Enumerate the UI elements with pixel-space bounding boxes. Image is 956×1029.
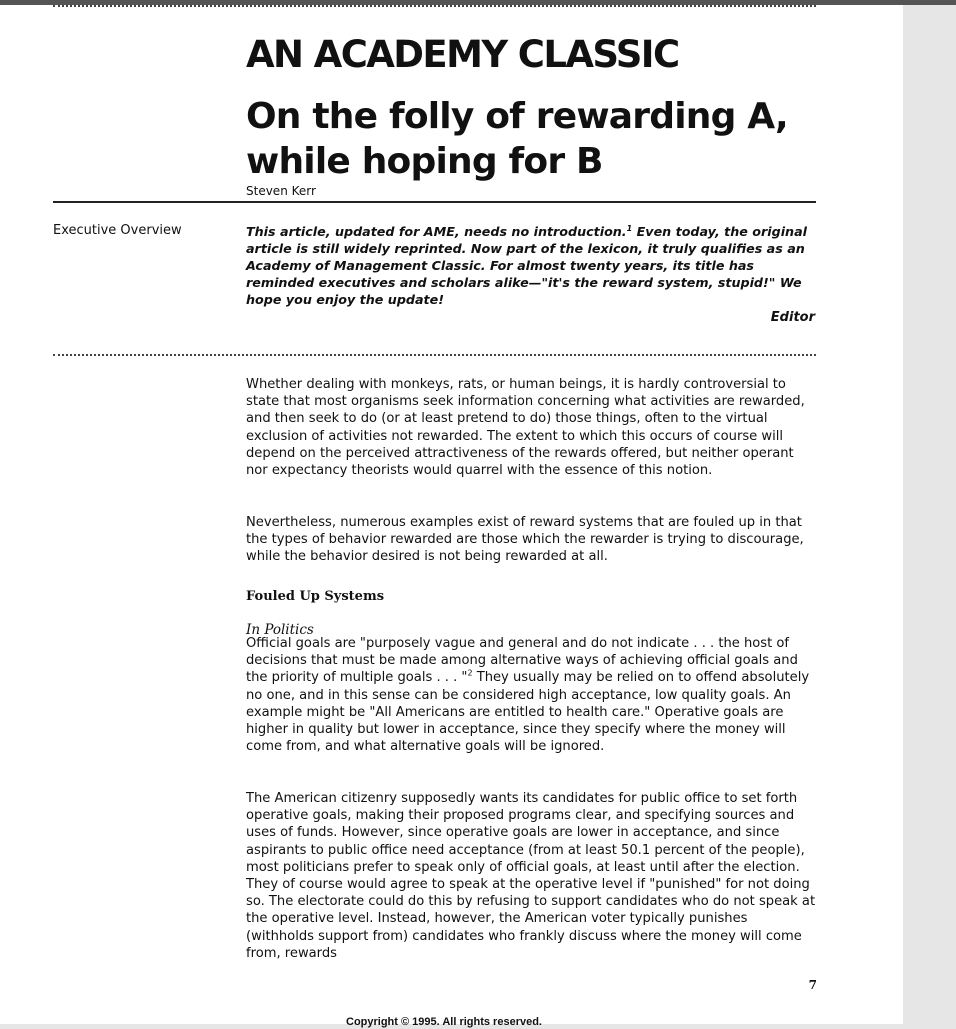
subsection-heading: In Politics: [246, 622, 314, 638]
author-name: Steven Kerr: [246, 184, 316, 198]
body-paragraph-1: Whether dealing with monkeys, rats, or human beings, it is hardly controversial to state that most organisms seek information concerning what activities are rewarded, and then seek to do (or at least pretend to do) those things, often to the virtual exclusion of activities not rewarded. The extent to which this occurs of course will depend on the perceived attractiveness of the rewards offered, but neither operant nor expectancy theorists would quarrel with the essence of this notion.: [246, 377, 805, 479]
footnote-marker-1: 1: [626, 223, 633, 233]
paragraph-3-end: They usually may be relied on to offend absolutely no one, and in this sense can be considered high acceptance, low quality goals. An example might be "All Americans are entitled to health care." Operative goals are higher in quality but lower in acceptance, since they specify where the money will come from, and what alternative goals will be ignored.: [246, 670, 810, 755]
overview-text-start: This article, updated for AME, needs no introduction.: [246, 224, 627, 239]
body-paragraph-4: The American citizenry supposedly wants its candidates for public office to set forth operative goals, making their proposed programs clear, and specifying sources and uses of funds. However, since operative goals are lower in acceptance, and since aspirants to public office need acceptance (from at least 50.1 percent of the people), most politicians prefer to speak only of official goals, at least until after the election. They of course would agree to speak at the operative level if "punished" for not doing so. The electorate could do this by refusing to support candidates who do not speak at the operative level. Instead, however, the American voter typically punishes (withholds support from) candidates who frankly discuss where the money will come from, rewards: [246, 791, 816, 961]
executive-overview-label: Executive Overview: [53, 223, 182, 238]
page-number: 7: [808, 978, 817, 992]
series-kicker: AN ACADEMY CLASSIC: [246, 33, 679, 76]
top-dotted-rule: [53, 5, 816, 7]
copyright-notice: Copyright © 1995. All rights reserved.: [346, 1016, 542, 1028]
article-title: On the folly of rewarding A, while hoping for B: [246, 96, 788, 182]
editor-signature: Editor: [770, 310, 815, 325]
section-heading: Fouled Up Systems: [246, 589, 385, 604]
document-page: [0, 5, 903, 1028]
overview-text-end: Even today, the original article is still widely reprinted. Now part of the lexicon, it truly qualifies as an Academy of Management Classic. For almost twenty years, its title has reminded executives and scholars alike—"it's the reward system, stupid!" We hope you enjoy the update!: [246, 224, 807, 308]
body-paragraph-2: Nevertheless, numerous examples exist of reward systems that are fouled up in that the types of behavior rewarded are those which the rewarder is trying to discourage, while the behavior desired is not being rewarded at all.: [246, 515, 804, 565]
footnote-marker-2: 2: [467, 669, 473, 679]
paragraph-3-start: Official goals are "purposely vague and general and do not indicate . . . the host of decisions that must be made among alternative ways of achieving official goals and the priority of multiple goals . . . ": [246, 636, 798, 686]
body-paragraph-3: [246, 635, 818, 755]
overview-dotted-rule: [53, 354, 816, 356]
header-rule: [53, 201, 816, 203]
executive-overview-text: [246, 223, 816, 308]
